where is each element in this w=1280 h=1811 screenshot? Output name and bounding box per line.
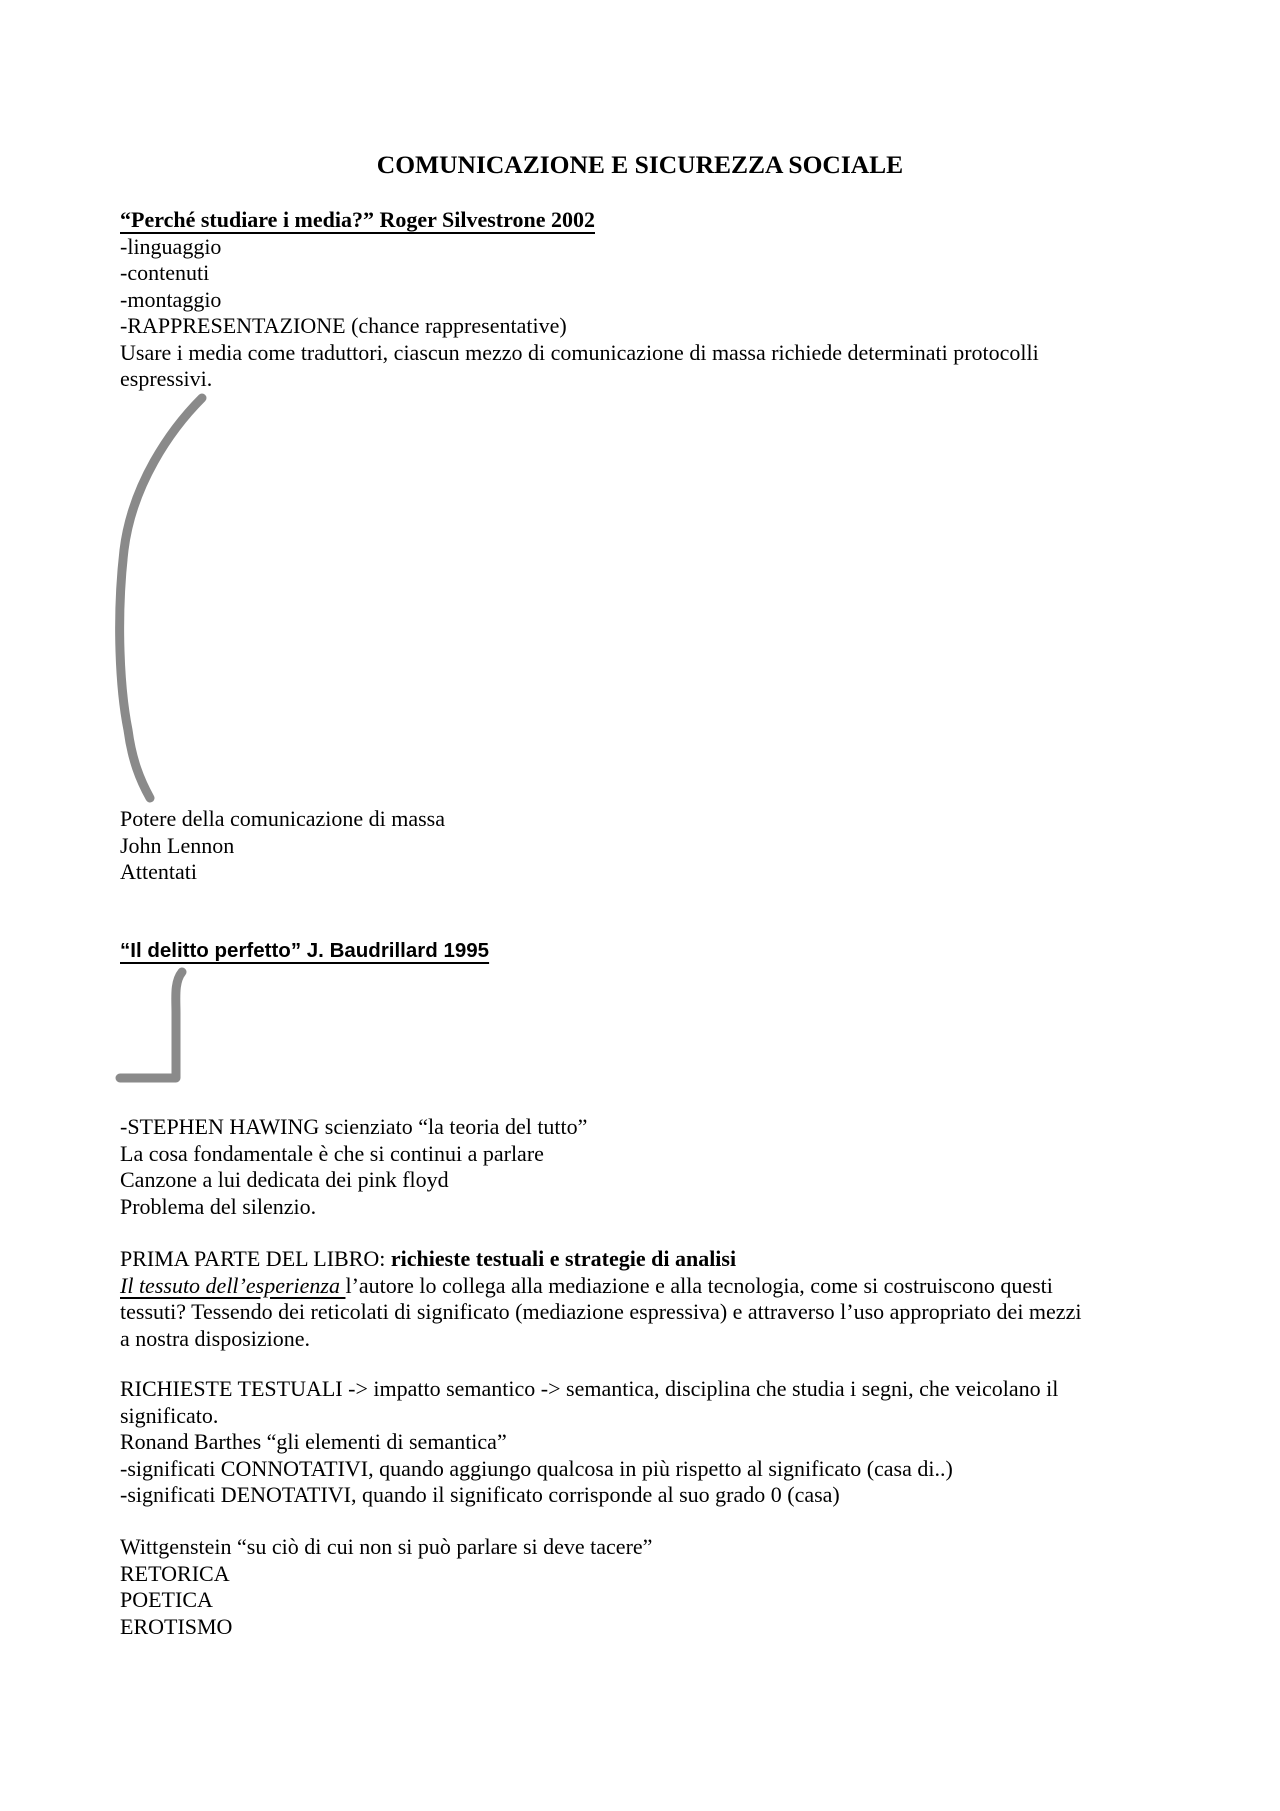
paragraph-line [120,1246,1170,1273]
list-item: -RAPPRESENTAZIONE (chance rappresentative) [120,313,567,338]
list-item: POETICA [120,1587,213,1612]
paragraph-line: Ronand Barthes “gli elementi di semantica” [120,1429,507,1454]
section-heading: “Perché studiare i media?” Roger Silvestrone 2002 [120,207,595,232]
paragraph-line: Usare i media come traduttori, ciascun mezzo di comunicazione di massa richiede determinati protocolli [120,339,1039,365]
paragraph-line: tessuti? Tessendo dei reticolati di significato (mediazione espressiva) e attraverso l’uso appropriato dei mezzi [120,1299,1082,1324]
paragraph-line [120,1273,1170,1300]
list-item: RETORICA [120,1560,230,1586]
section-potere [120,806,1170,886]
section-wittgenstein [120,1534,1170,1640]
section-richieste [120,1376,1170,1509]
section-heading: “Il delitto perfetto” J. Baudrillard 1995 [120,939,490,962]
pen-corner-drawing [110,968,190,1088]
list-item: -significati DENOTATIVI, quando il significato corrisponde al suo grado 0 (casa) [120,1482,840,1507]
paragraph-line: espressivi. [120,366,213,391]
list-item: -STEPHEN HAWING scienziato “la teoria del tutto” [120,1114,588,1139]
list-item: -linguaggio [120,233,222,259]
list-item: EROTISMO [120,1613,233,1639]
paragraph-line: a nostra disposizione. [120,1325,311,1351]
list-item: -contenuti [120,260,210,285]
section-label-bold: richieste testuali e strategie di analisi [390,1246,737,1271]
section-media [120,207,1170,393]
page-title: COMUNICAZIONE E SICUREZZA SOCIALE [376,150,904,179]
paragraph-text: l’autore lo collega alla mediazione e alla tecnologia, come si costruiscono questi [345,1272,1053,1298]
list-item: La cosa fondamentale è che si continui a parlare [120,1140,544,1166]
section-delitto [120,938,1170,965]
paragraph-line: significato. [120,1402,219,1428]
section-label: PRIMA PARTE DEL LIBRO: [120,1246,391,1271]
list-item: Problema del silenzio. [120,1193,317,1219]
list-item: Canzone a lui dedicata dei pink floyd [120,1167,449,1192]
list-item: Attentati [120,859,197,884]
list-item: Potere della comunicazione di massa [120,806,445,831]
list-item: -montaggio [120,286,222,312]
section-hawking [120,1114,1170,1220]
list-item: -significati CONNOTATIVI, quando aggiungo qualcosa in più rispetto al significato (casa di..) [120,1455,953,1481]
paragraph-line: RICHIESTE TESTUALI -> impatto semantico -> semantica, disciplina che studia i segni, che veicolano il [120,1376,1059,1401]
italic-term: Il tessuto dell’esperienza [120,1272,346,1298]
quote-line: Wittgenstein “su ciò di cui non si può parlare si deve tacere” [120,1534,653,1559]
list-item: John Lennon [120,832,235,858]
pen-bracket-drawing [110,390,220,810]
section-prima-parte [120,1246,1170,1352]
